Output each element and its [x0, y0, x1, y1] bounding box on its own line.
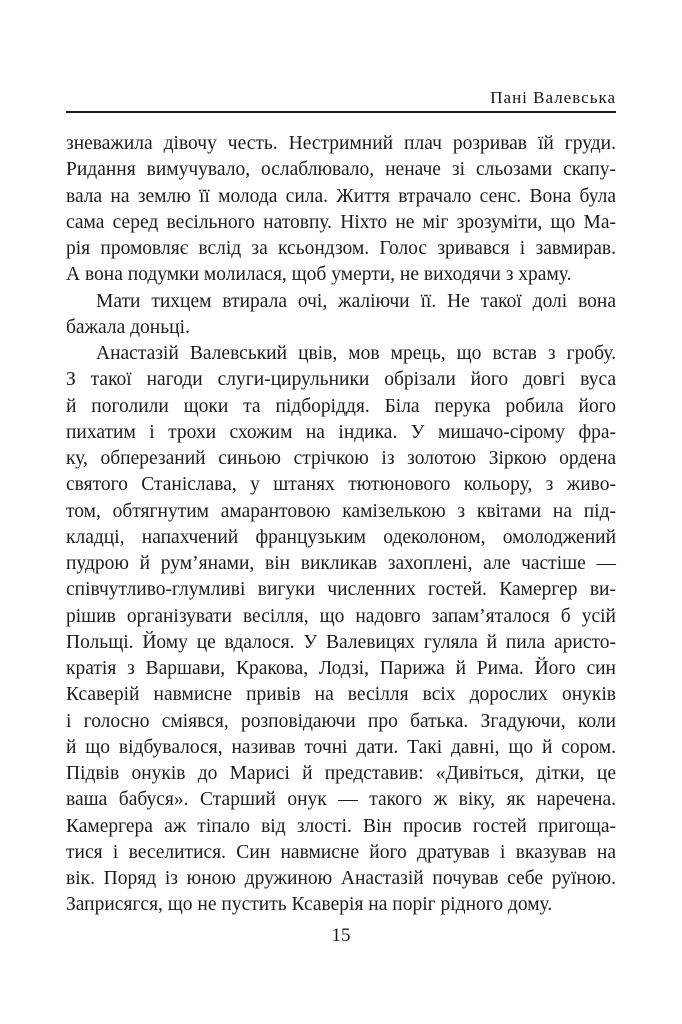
body-text-line: Мати тихцем втирала очі, жаліючи її. Не такої долі вона [96, 290, 616, 312]
body-text-line: Польщі. Йому це вдалося. У Валевицях гуляла й пила аристо- [66, 631, 616, 653]
body-text-line: і голосно сміявся, розповідаючи про батька. Згадуючи, коли [66, 710, 616, 732]
body-text-line: Камергера аж тіпало від злості. Він просив гостей пригоща- [66, 815, 616, 837]
page-body-text [66, 131, 616, 919]
body-text-line: вала на землю її молода сила. Життя втрачало сенс. Вона була [66, 185, 616, 207]
running-header-title: Пані Валевська [490, 88, 616, 107]
body-text-line: Заприсягся, що не пустить Ксаверія на поріг рідного дому. [66, 894, 553, 916]
body-text-line: Анастазій Валевський цвів, мов мрець, що встав з гробу. [96, 343, 616, 364]
body-text-line: том, обтягнутим амарантовою камізелькою з квітами на під- [66, 500, 616, 522]
header-rule [66, 111, 616, 113]
body-text-line: пихатим і трохи схожим на індика. У мишачо-сірому фра- [66, 421, 616, 443]
body-text-line: З такої нагоди слуги-цирульники обрізали його довгі вуса [66, 369, 616, 391]
body-text-line: ку, обперезаний синьою стрічкою із золотою Зіркою ордена [66, 448, 616, 469]
body-text-line: Ридання вимучувало, ослаблювало, неначе зі сльозами скапу- [66, 159, 616, 181]
body-text-line: зневажила дівочу честь. Нестримний плач розривав їй груди. [66, 133, 616, 154]
body-text-line: вік. Поряд із юною дружиною Анастазій почував себе руїною. [66, 868, 616, 889]
body-text-line: співчутливо-глумливі вигуки численних гостей. Камергер ви- [66, 579, 616, 601]
body-text-line: кладці, напахчений французьким одеколоном, омолоджений [66, 526, 616, 548]
body-text-line: святого Станіслава, у штанях тютюнового кольору, з живо- [66, 474, 616, 496]
body-text-line: тися і веселитися. Син навмисне його дратував і вказував на [66, 841, 616, 863]
body-text-line: пудрою й рум’янами, він викликав захоплені, але частіше — [66, 553, 616, 574]
body-text-line: сама серед весільного натовпу. Ніхто не міг зрозуміти, що Ма- [66, 211, 616, 233]
body-text-line: й поголили щоки та підборіддя. Біла перука робила його [66, 395, 616, 417]
body-text-line: Підвів онуків до Марисі й представив: «Дивіться, дітки, це [66, 763, 616, 784]
body-text-line: кратія з Варшави, Кракова, Лодзі, Парижа й Рима. Його син [66, 658, 616, 679]
body-text-line: ваша бабуся». Старший онук — такого ж віку, як наречена. [66, 789, 616, 811]
body-text-line: рія промовляє вслід за ксьондзом. Голос зривався і завмирав. [66, 238, 616, 259]
body-text-line: й що відбувалося, називав точні дати. Такі давні, що й сором. [66, 736, 616, 758]
body-text-line: А вона подумки молилася, щоб умерти, не виходячи з храму. [66, 264, 572, 286]
body-text-line: бажала доньці. [66, 316, 190, 338]
body-text-line: Ксаверій навмисне привів на весілля всіх дорослих онуків [66, 684, 616, 706]
page-number: 15 [331, 925, 351, 946]
body-text-line: рішив організувати весілля, що надовго запам’яталося б усій [66, 605, 616, 627]
